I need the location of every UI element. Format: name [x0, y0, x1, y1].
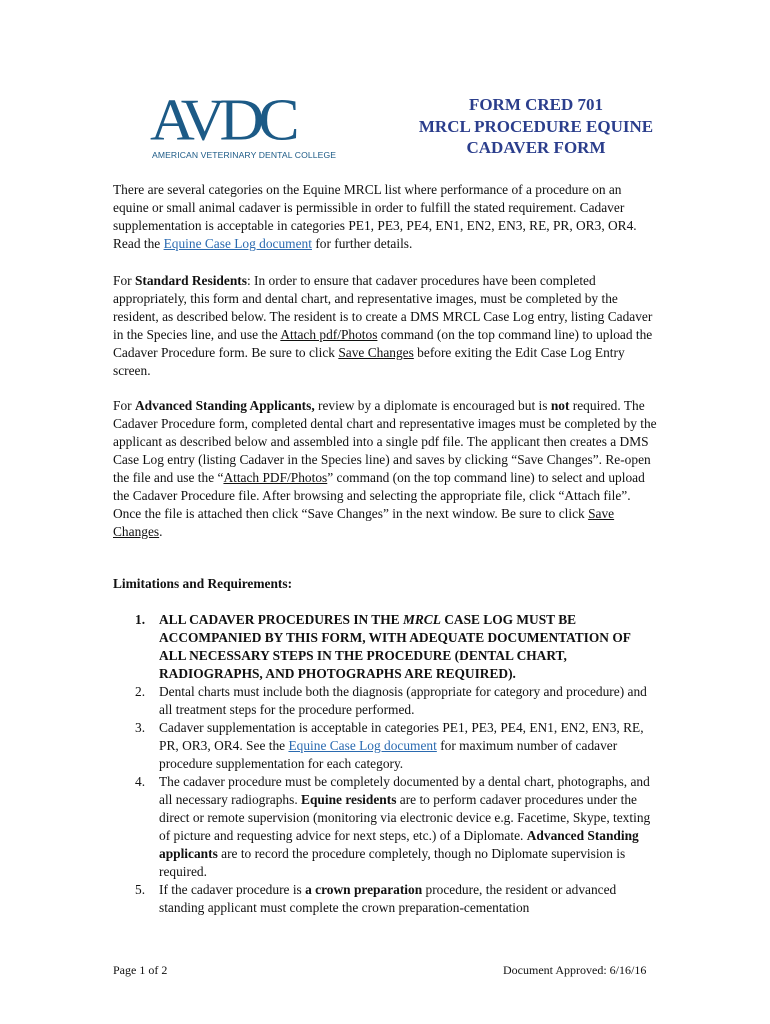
save-changes-text: Save Changes [338, 345, 414, 360]
save-changes-text-2: Save Changes [113, 506, 615, 539]
form-title [396, 94, 676, 159]
attach-pdf-photos-text-2: Attach PDF/Photos [223, 470, 328, 485]
requirements-list [113, 611, 658, 917]
document-approved-date: Document Approved: 6/16/16 [503, 963, 647, 977]
avdc-logo [150, 92, 337, 167]
list-item: 5. If the cadaver procedure is a crown preparation procedure, the resident or advanced standing applicant must complete the crown preparation-cementation [135, 882, 617, 915]
attach-pdf-photos-text: Attach pdf/Photos [280, 327, 378, 342]
equine-case-log-link[interactable]: Equine Case Log document [163, 236, 312, 251]
advanced-standing-label: Advanced Standing Applicants, [134, 398, 315, 413]
limitations-heading: Limitations and Requirements: [113, 576, 293, 591]
list-item: 1. ALL CADAVER PROCEDURES IN THE MRCL CASE LOG MUST BE ACCOMPANIED BY THIS FORM, WITH ADEQUATE DOCUMENTATION OF ALL NECESSARY STEPS IN THE PROCEDURE (DENTAL CHART, RADIOGRAPHS, AND PHOTOGRAPHS ARE REQUIRED). [135, 612, 631, 681]
equine-case-log-link-2[interactable]: Equine Case Log document [288, 738, 437, 753]
avdc-logo-mark [150, 92, 330, 150]
title-line-2: MRCL PROCEDURE EQUINE [418, 116, 654, 136]
standard-residents-paragraph: For Standard Residents: In order to ensure that cadaver procedures have been completed appropriately, this form and dental chart, and representative images, must be completed by the resident, as described below. The resident is to create a DMS MRCL Case Log entry, listing Cadaver in the Species line, and use the Attach pdf/Photos command (on the top command line) to upload the Cadaver Procedure form. Be sure to click Save Changes before exiting the Edit Case Log Entry screen. [113, 273, 653, 378]
list-item: 3. Cadaver supplementation is acceptable in categories PE1, PE3, PE4, EN1, EN2, EN3, RE, PR, OR3, OR4. See the Equine Case Log document for maximum number of cadaver procedure supplementation for each category. [135, 720, 644, 771]
title-line-3: CADAVER FORM [466, 138, 606, 157]
logo-subtitle: AMERICAN VETERINARY DENTAL COLLEGE [152, 150, 337, 160]
title-line-1: FORM CRED 701 [468, 95, 604, 114]
list-item: 2. Dental charts must include both the diagnosis (appropriate for category and procedure) and all treatment steps for the procedure performed. [135, 684, 647, 717]
page-number: Page 1 of 2 [113, 963, 168, 977]
list-item: 4. The cadaver procedure must be completely documented by a dental chart, photographs, and all necessary radiographs. Equine residents are to perform cadaver procedures under the direct or remote supervision (monitoring via electronic device e.g. Facetime, Skype, texting of picture and requesting advice for next steps, etc.) of a Diplomate. Advanced Standing applicants are to record the procedure completely, though no Diplomate supervision is required. [135, 774, 651, 879]
logo-text: AVDC [150, 92, 294, 150]
standard-residents-label: Standard Residents [134, 273, 247, 288]
advanced-standing-paragraph: For Advanced Standing Applicants, review by a diplomate is encouraged but is not required. The Cadaver Procedure form, completed dental chart and representative images must be completed by the applicant as described below and assembled into a single pdf file. The applicant then creates a DMS Case Log entry (listing Cadaver in the Species line) and saves by clicking “Save Changes”. Re-open the file and use the “Attach PDF/Photos” command (on the top command line) to select and upload the Cadaver Procedure file. After browsing and selecting the appropriate file, click “Attach file”. Once the file is attached then click “Save Changes” in the next window. Be sure to click Save Changes. [113, 398, 657, 539]
intro-paragraph: There are several categories on the Equine MRCL list where performance of a procedure on an equine or small animal cadaver is permissible in order to fulfill the stated requirement. Cadaver supplementation is acceptable in categories PE1, PE3, PE4, EN1, EN2, EN3, RE, PR, OR3, OR4. Read the Equine Case Log document for further details. [113, 182, 637, 251]
